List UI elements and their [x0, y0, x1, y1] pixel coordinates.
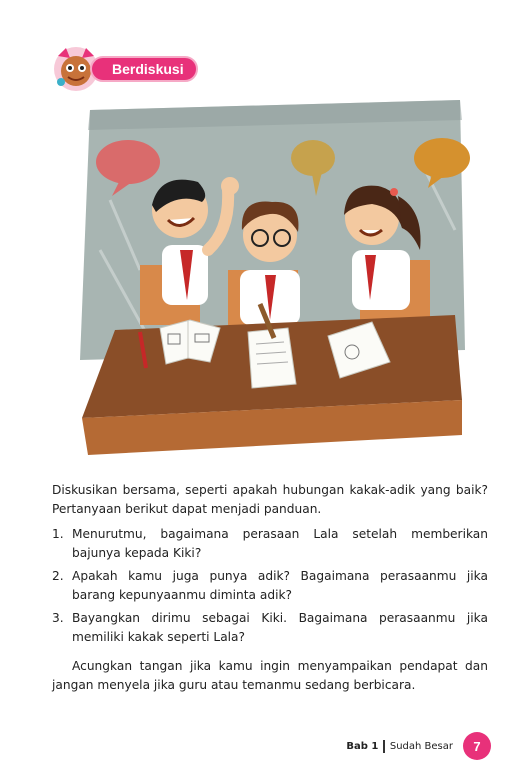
list-item	[52, 567, 488, 605]
question-text: Bayangkan dirimu sebagai Kiki. Bagaimana perasaanmu jika memiliki kakak seperti Lala?	[72, 611, 488, 644]
chapter-label: Bab 1	[346, 740, 379, 752]
question-number: 3.	[52, 611, 64, 625]
badge-label: Berdiskusi	[112, 61, 184, 77]
intro-paragraph: Diskusikan bersama, seperti apakah hubungan kakak-adik yang baik? Pertanyaan berikut dapat menjadi panduan.	[52, 483, 488, 516]
discussion-content	[52, 481, 488, 695]
page-number: 7	[463, 732, 491, 760]
question-text: Menurutmu, bagaimana perasaan Lala setelah memberikan bajunya kepada Kiki?	[72, 527, 488, 560]
question-text: Apakah kamu juga punya adik? Bagaimana perasaanmu jika barang kepunyaanmu diminta adik?	[72, 569, 488, 602]
page-footer	[346, 732, 491, 760]
list-item	[52, 609, 488, 647]
question-number: 1.	[52, 527, 64, 541]
badge-pill	[90, 56, 198, 82]
footer-divider	[383, 740, 385, 753]
section-badge	[52, 44, 202, 92]
question-list	[52, 525, 488, 647]
chapter-title: Sudah Besar	[389, 740, 453, 752]
question-number: 2.	[52, 569, 64, 583]
list-item	[52, 525, 488, 563]
closing-paragraph: Acungkan tangan jika kamu ingin menyampaikan pendapat dan jangan menyela jika guru atau temanmu sedang berbicara.	[52, 659, 488, 692]
classroom-discussion-illustration	[60, 100, 472, 460]
